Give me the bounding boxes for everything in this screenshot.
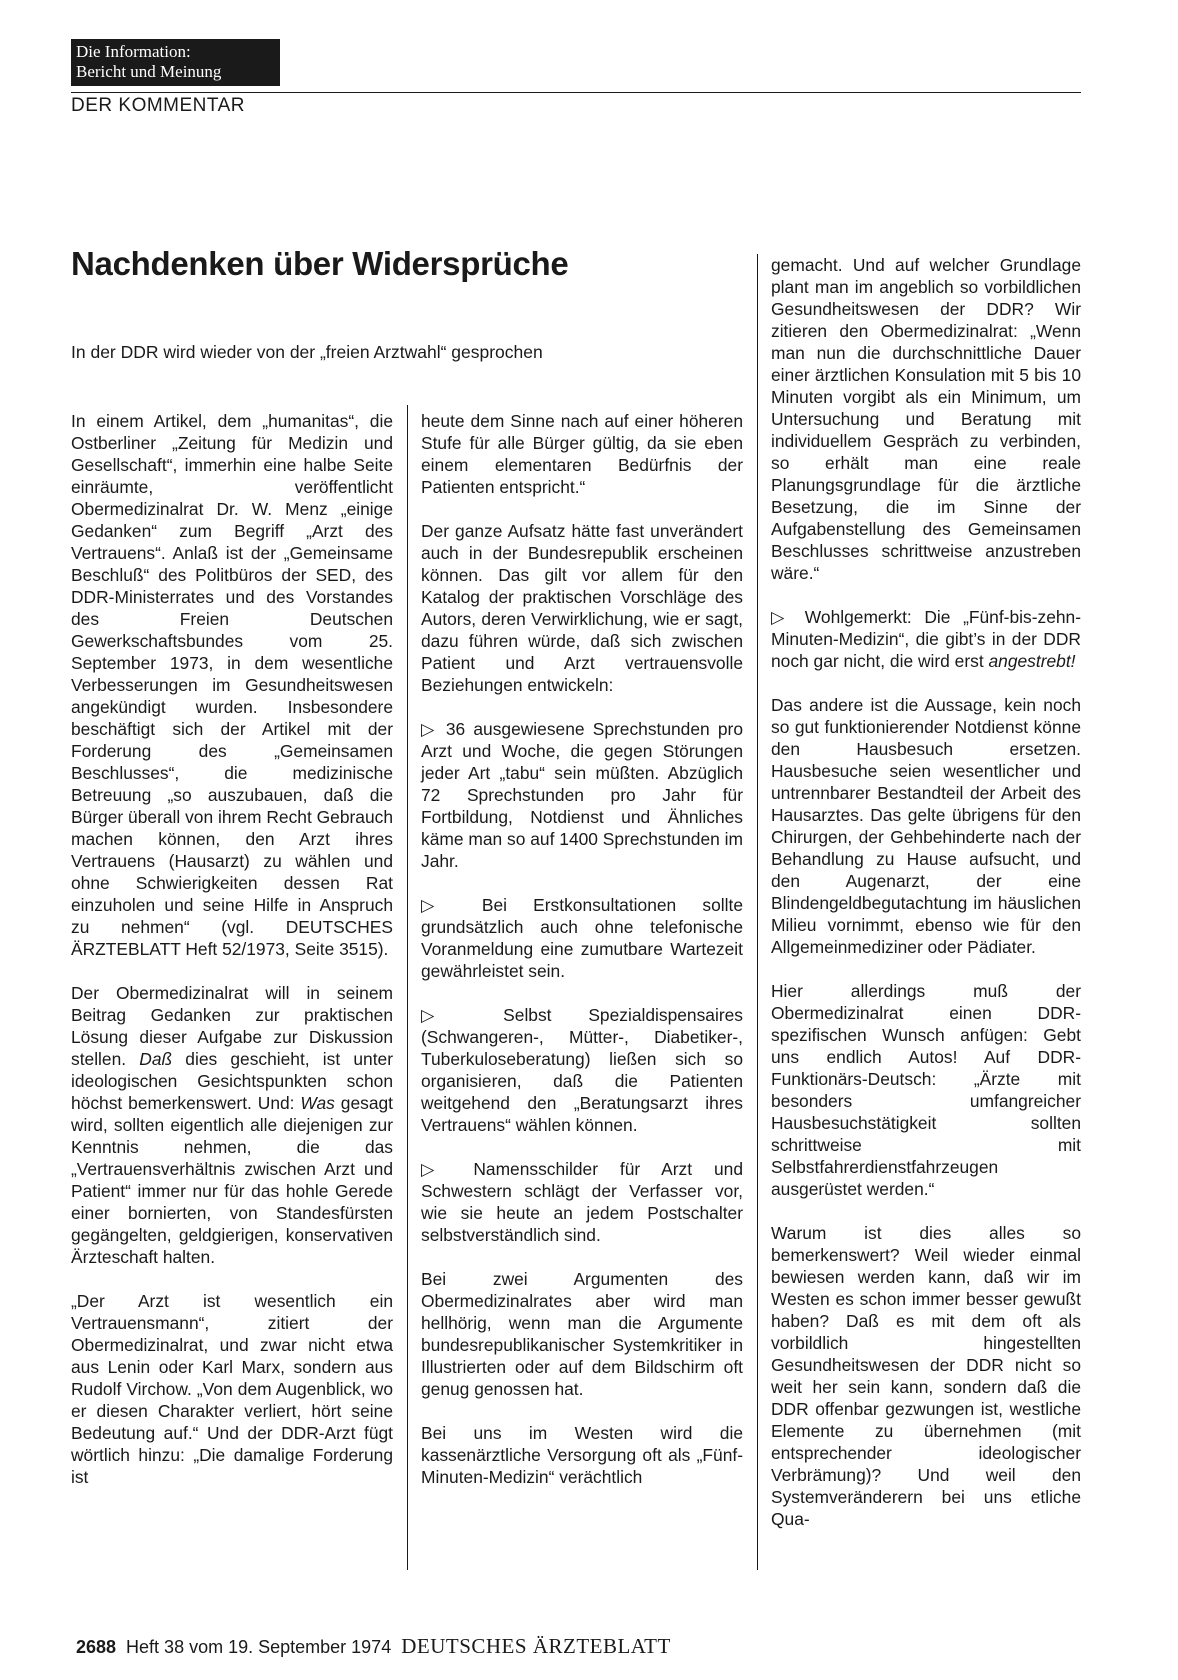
list-item: ▷ Wohlgemerkt: Die „Fünf-bis-zehn-Minuten-Medizin“, die gibt’s in der DDR noch gar nicht, die wird erst angestrebt! [771, 607, 1081, 671]
section-label-box [71, 39, 280, 86]
section-label-line1: Die Information: [76, 42, 191, 61]
paragraph: gemacht. Und auf welcher Grundlage plant man im angeblich so vorbildlichen Gesundheitswesen der DDR? Wir zitieren den Obermedizinalrat: „Wenn man nun die durchschnittliche Dauer einer ärztlichen Konsulation mit 5 bis 10 Minuten vorgibt als ein Minimum, um Untersuchung und Beratung mit individuellem Gespräch zu verbinden, so erhält man eine reale Planungsgrundlage für die ärztliche Besetzung, die im Sinne der Aufgabenstellung des Gemeinsamen Beschlusses schrittweise anzustreben wäre.“ [771, 255, 1081, 583]
column-divider-1 [407, 405, 408, 1570]
article-column-3 [771, 254, 1081, 1552]
paragraph: heute dem Sinne nach auf einer höheren Stufe für alle Bürger gültig, da sie eben einem elementaren Bedürfnis der Patienten entspricht.“ [421, 411, 743, 497]
article-column-1 [71, 410, 393, 1510]
issue-info: Heft 38 vom 19. September 1974 [126, 1637, 392, 1657]
paragraph: Das andere ist die Aussage, kein noch so gut funktionierender Notdienst könne den Hausbesuch ersetzen. Hausbesuche seien wesentlicher und untrennbarer Bestandteil der Arbeit des Hausarztes. Das gelte übrigens für den Chirurgen, der Gehbehinderte nach der Behandlung zu Hause aufsucht, und den Augenarzt, der eine Blindengeldbegutachtung im häuslichen Milieu vornimmt, ebenso wie für den Allgemeinmediziner oder Pädiater. [771, 695, 1081, 957]
paragraph: In einem Artikel, dem „humanitas“, die Ostberliner „Zeitung für Medizin und Gesellschaft“, immerhin eine halbe Seite einräumte, veröffentlicht Obermedizinalrat Dr. W. Menz „einige Gedanken“ zum Begriff „Arzt des Vertrauens“. Anlaß ist der „Gemeinsame Beschluß“ des Politbüros der SED, des DDR-Ministerrates und des Vorstandes des Freien Deutschen Gewerkschaftsbundes vom 25. September 1973, in dem wesentliche Verbesserungen im Gesundheitswesen angekündigt wurden. Insbesondere beschäftigt sich der Artikel mit der Forderung des „Gemeinsamen Beschlusses“, die medizinische Betreuung „so auszubauen, daß die Bürger überall von ihrem Recht Gebrauch machen können, den Arzt ihres Vertrauens (Hausarzt) zu wählen und ohne Schwierigkeiten dessen Rat einzuholen und seine Hilfe in Anspruch zu nehmen“ (vgl. DEUTSCHES ÄRZTEBLATT Heft 52/1973, Seite 3515). [71, 411, 393, 959]
page-number: 2688 [76, 1637, 117, 1657]
paragraph: Der Obermedizinalrat will in seinem Beitrag Gedanken zur praktischen Lösung dieser Aufgabe zur Diskussion stellen. Daß dies geschieht, ist unter ideologischen Gesichtspunkten schon höchst bemerkenswert. Und: Was gesagt wird, sollten eigentlich alle diejenigen zur Kenntnis nehmen, die das „Vertrauensverhältnis zwischen Arzt und Patient“ immer nur für das hohle Gerede einer bornierten, von Standesfürsten gegängelten, geldgierigen, konservativen Ärzteschaft halten. [71, 983, 393, 1267]
article-title: Nachdenken über Widersprüche [71, 245, 569, 282]
publication-name: DEUTSCHES ÄRZTEBLATT [401, 1634, 671, 1658]
list-item: ▷ Selbst Spezialdispensaires (Schwangeren-, Mütter-, Diabetiker-, Tuberkuloseberatung) ließen sich so organisieren, daß die Patienten weitgehend den „Beratungsarzt ihres Vertrauens“ wählen können. [421, 1005, 743, 1135]
paragraph: Hier allerdings muß der Obermedizinalrat einen DDR-spezifischen Wunsch anfügen: Gebt uns endlich Autos! Auf DDR-Funktionärs-Deutsch: „Ärzte mit besonders umfangreicher Hausbesuchstätigkeit sollten schrittweise mit Selbstfahrerdienstfahrzeugen ausgerüstet werden.“ [771, 981, 1081, 1199]
section-label-line2: Bericht und Meinung [76, 62, 222, 81]
page-footer [76, 1634, 671, 1659]
paragraph: Bei uns im Westen wird die kassenärztliche Versorgung oft als „Fünf-Minuten-Medizin“ verächtlich [421, 1423, 743, 1487]
column-divider-2 [757, 254, 758, 1570]
list-item: ▷ 36 ausgewiesene Sprechstunden pro Arzt und Woche, die gegen Störungen jeder Art „tabu“ sein müßten. Abzüglich 72 Sprechstunden pro Jahr für Fortbildung, Notdienst und Ähnliches käme man so auf 1400 Sprechstunden im Jahr. [421, 719, 743, 871]
article-subtitle: In der DDR wird wieder von der „freien Arztwahl“ gesprochen [71, 342, 543, 362]
header-rule [71, 92, 1081, 93]
article-column-2 [421, 410, 743, 1510]
list-item: ▷ Bei Erstkonsultationen sollte grundsätzlich auch ohne telefonische Voranmeldung eine zumutbare Wartezeit gewährleistet sein. [421, 895, 743, 981]
paragraph: Der ganze Aufsatz hätte fast unverändert auch in der Bundesrepublik erscheinen können. Das gilt vor allem für den Katalog der praktischen Vorschläge des Autors, deren Verwirklichung, wie er sagt, dazu führen würde, daß sich zwischen Patient und Arzt vertrauensvolle Beziehungen entwickeln: [421, 521, 743, 695]
paragraph: Warum ist dies alles so bemerkenswert? Weil wieder einmal bewiesen werden kann, daß wir im Westen es schon immer besser gewußt haben? Daß es mit dem oft als vorbildlich hingestellten Gesundheitswesen der DDR nicht so weit her sein kann, sondern daß die DDR offenbar gezwungen ist, westliche Elemente zu übernehmen (mit entsprechender ideologischer Verbrämung)? Und weil den Systemveränderern bei uns etliche Qua- [771, 1223, 1081, 1529]
paragraph: „Der Arzt ist wesentlich ein Vertrauensmann“, zitiert der Obermedizinalrat, und zwar nicht etwa aus Lenin oder Karl Marx, sondern aus Rudolf Virchow. „Von dem Augenblick, wo er diesen Charakter verliert, hört seine Bedeutung auf.“ Und der DDR-Arzt fügt wörtlich hinzu: „Die damalige Forderung ist [71, 1291, 393, 1487]
list-item: ▷ Namensschilder für Arzt und Schwestern schlägt der Verfasser vor, wie sie heute an jedem Postschalter selbstverständlich sind. [421, 1159, 743, 1245]
paragraph: Bei zwei Argumenten des Obermedizinalrates aber wird man hellhörig, wenn man die Argumente bundesrepublikanischer Systemkritiker in Illustrierten oder auf dem Bildschirm oft genug genossen hat. [421, 1269, 743, 1399]
section-kicker: DER KOMMENTAR [71, 95, 245, 116]
